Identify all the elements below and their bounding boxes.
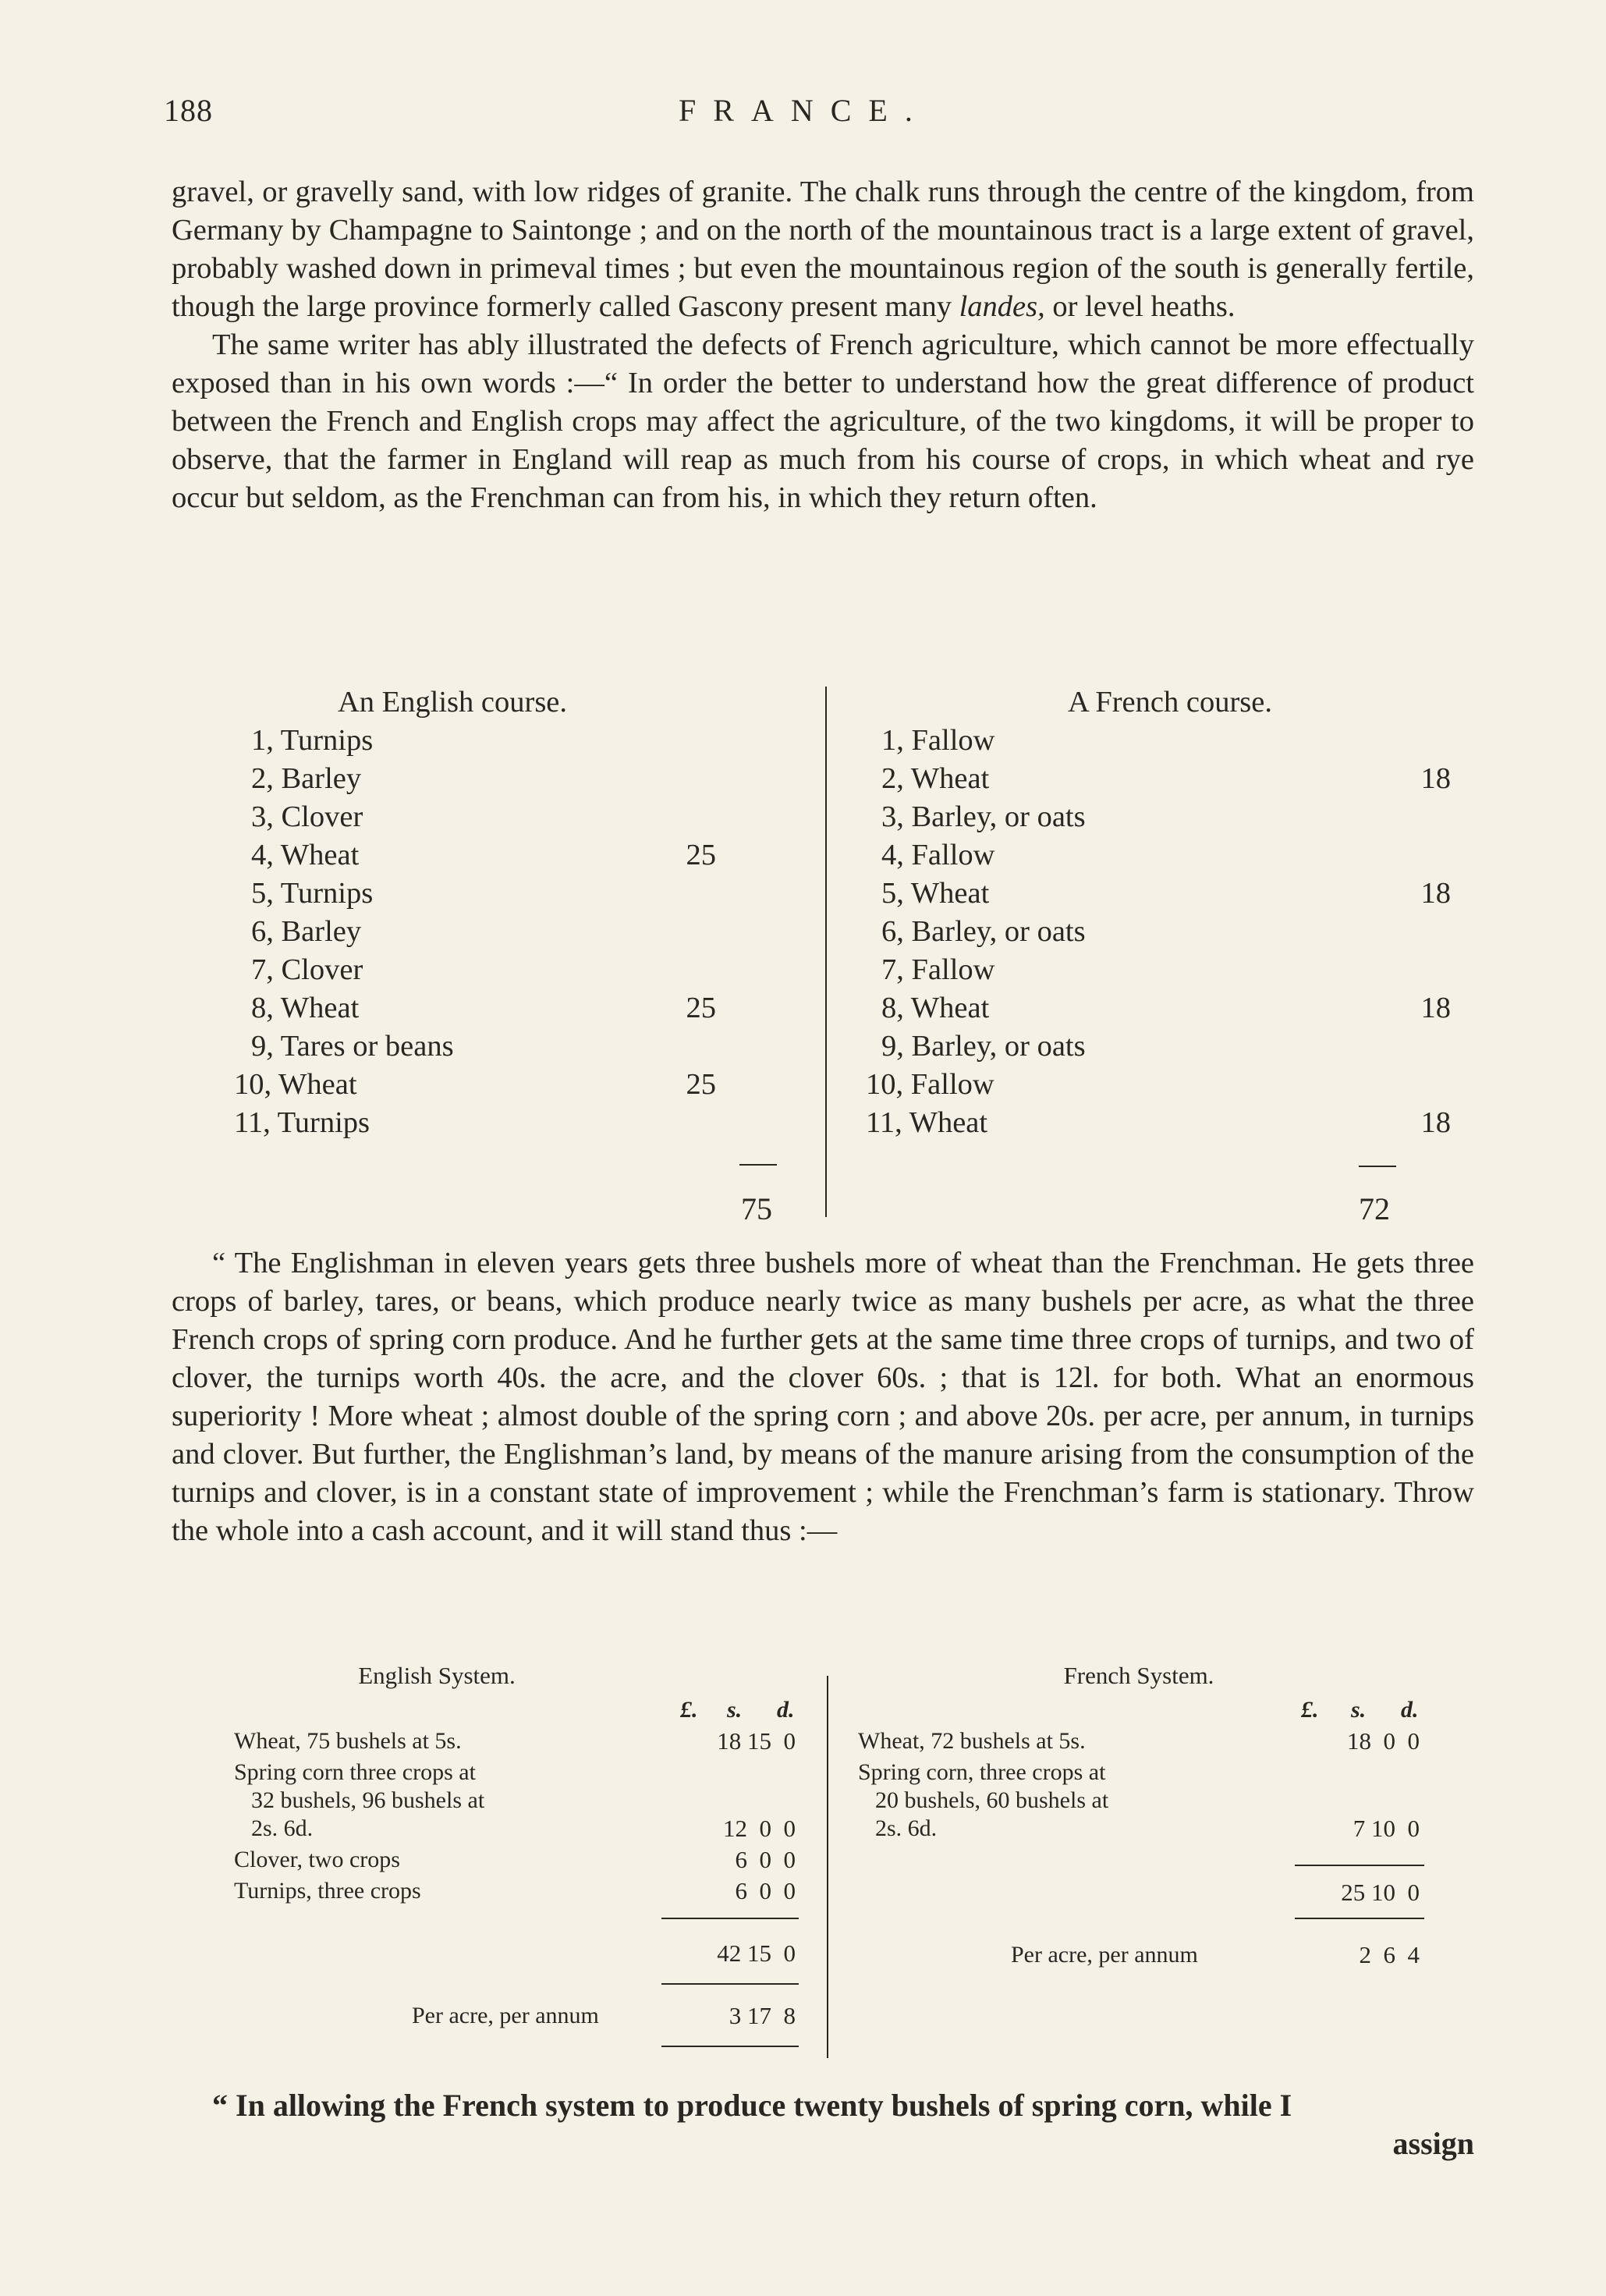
- account-amount: 6 0 0: [735, 1846, 796, 1873]
- account-row: [234, 1727, 462, 1755]
- crop-label: 7, Fallow: [881, 953, 995, 986]
- english-system-account: [234, 1662, 811, 2067]
- list-item: [866, 875, 1474, 913]
- list-item: [866, 722, 1474, 760]
- closing-paragraph: [172, 2086, 1474, 2163]
- list-item: [172, 875, 733, 913]
- sum-rule: [661, 1983, 799, 1985]
- account-item-label: 2s. 6d.: [251, 1815, 314, 1841]
- crop-label: 5, Turnips: [251, 877, 374, 910]
- list-item: [866, 1027, 1474, 1066]
- french-total-rule: [1359, 1166, 1396, 1167]
- list-item: [866, 798, 1474, 836]
- crop-bushels: 25: [686, 839, 716, 871]
- paragraph-text: gravel, or gravelly sand, with low ridges of granite. The chalk runs through the centre of the kingdom, from Germany by Champagne to Saintonge ; and on the north of the mountainous tract is a large extent of gravel, probably washed down in primeval times ; but even the mountainous region of the south is generally fertile, though the large province formerly called Gascony present many: [172, 176, 1474, 323]
- account-item-label: Clover, two crops: [234, 1847, 400, 1872]
- list-item: [866, 1104, 1474, 1142]
- list-item: [172, 760, 733, 798]
- account-item-label: 2s. 6d.: [875, 1815, 938, 1841]
- crop-label: 2, Barley: [251, 762, 362, 795]
- english-course-list: [172, 722, 733, 1142]
- comparison-paragraph: [172, 1244, 1474, 1550]
- crop-label: 4, Fallow: [881, 839, 995, 871]
- list-item: [172, 1104, 733, 1142]
- crop-bushels: 18: [1420, 1106, 1451, 1139]
- account-item-label: Turnips, three crops: [234, 1878, 421, 1904]
- account-item-label: Spring corn, three crops at: [858, 1759, 1106, 1785]
- account-item-label: 20 bushels, 60 bushels at: [875, 1787, 1109, 1813]
- crop-label: 8, Wheat: [251, 992, 360, 1024]
- crop-label: 11, Turnips: [234, 1106, 370, 1139]
- per-acre-value: 3 17 8: [729, 2002, 796, 2029]
- account-amount: 7 10 0: [1353, 1815, 1420, 1842]
- sum-rule: [1295, 1865, 1424, 1866]
- account-total: 42 15 0: [717, 1939, 796, 1967]
- crop-label: 11, Wheat: [866, 1106, 988, 1139]
- english-total-rule: [739, 1164, 777, 1166]
- page-number: 188: [164, 93, 213, 128]
- crop-label: 6, Barley, or oats: [881, 915, 1086, 948]
- account-row: [858, 1758, 1108, 1843]
- list-item: [866, 951, 1474, 989]
- english-course: [172, 683, 733, 1142]
- sum-rule: [661, 1918, 799, 1919]
- money-head-pounds: £.: [680, 1697, 698, 1723]
- list-item: [172, 798, 733, 836]
- account-amount: 6 0 0: [735, 1877, 796, 1904]
- account-row: [234, 1758, 484, 1843]
- account-amount: 18 15 0: [717, 1727, 796, 1755]
- crop-label: 2, Wheat: [881, 762, 990, 795]
- opening-paragraphs: [172, 173, 1474, 517]
- crop-bushels: 18: [1420, 992, 1451, 1024]
- running-title: FRANCE.: [679, 93, 930, 128]
- crop-label: 5, Wheat: [881, 877, 990, 910]
- crop-bushels: 25: [686, 1068, 716, 1101]
- list-item: [172, 913, 733, 951]
- closing-line: “ In allowing the French system to produce twenty bushels of spring corn, while I: [212, 2088, 1292, 2123]
- paragraph-text: or level heaths.: [1052, 290, 1236, 323]
- course-divider: [825, 687, 827, 1217]
- crop-label: 1, Fallow: [881, 724, 995, 757]
- money-head-pounds: £.: [1301, 1697, 1319, 1723]
- crop-label: 10, Wheat: [234, 1068, 357, 1101]
- french-course-total: 72: [1359, 1191, 1390, 1226]
- french-course: [866, 683, 1474, 1142]
- list-item: [866, 836, 1474, 875]
- list-item: [866, 1066, 1474, 1104]
- money-head-shillings: s.: [1351, 1697, 1367, 1723]
- paragraph-defects: The same writer has ably illustrated the defects of French agriculture, which cannot be more effectually exposed than in his own words :—“ In order the better to understand how the great difference of product between the French and English crops may affect the agriculture, of the two kingdoms, it will be proper to observe, that the farmer in England will reap as much from his course of crops, in which wheat and rye occur but seldom, as the Frenchman can from his, in which they return often.: [172, 328, 1474, 514]
- french-course-list: [866, 722, 1474, 1142]
- crop-bushels: 18: [1420, 762, 1451, 795]
- crop-label: 9, Barley, or oats: [881, 1030, 1086, 1063]
- account-row: [234, 1877, 421, 1905]
- account-amount: 12 0 0: [723, 1815, 796, 1842]
- list-item: [172, 1066, 733, 1104]
- crop-label: 9, Tares or beans: [251, 1030, 454, 1063]
- list-item: [172, 836, 733, 875]
- crop-bushels: 25: [686, 992, 716, 1024]
- money-head-shillings: s.: [727, 1697, 743, 1723]
- list-item: [866, 760, 1474, 798]
- account-row: [858, 1727, 1086, 1755]
- list-item: [172, 951, 733, 989]
- crop-label: 1, Turnips: [251, 724, 374, 757]
- catchword: assign: [1392, 2126, 1474, 2161]
- crop-bushels: 18: [1420, 877, 1451, 910]
- account-row: [234, 1846, 400, 1874]
- paragraph-gravel: [172, 173, 1474, 326]
- list-item: [866, 913, 1474, 951]
- italic-term: landes,: [959, 290, 1045, 323]
- per-acre-label: Per acre, per annum: [1011, 1942, 1198, 1968]
- account-amount: 18 0 0: [1347, 1727, 1420, 1755]
- crop-label: 8, Wheat: [881, 992, 990, 1024]
- list-item: [866, 989, 1474, 1027]
- list-item: [172, 989, 733, 1027]
- english-system-title: English System.: [358, 1662, 516, 1689]
- english-course-title: An English course.: [337, 686, 568, 719]
- sum-rule: [661, 2046, 799, 2047]
- account-total: 25 10 0: [1341, 1879, 1420, 1906]
- crop-label: 7, Clover: [251, 953, 363, 986]
- french-course-title: A French course.: [1068, 686, 1272, 719]
- french-system-title: French System.: [1063, 1662, 1214, 1689]
- account-item-label: 32 bushels, 96 bushels at: [251, 1787, 485, 1813]
- money-head-pence: d.: [1401, 1697, 1419, 1723]
- english-course-total: 75: [741, 1191, 772, 1226]
- crop-label: 4, Wheat: [251, 839, 360, 871]
- account-item-label: Spring corn three crops at: [234, 1759, 476, 1785]
- paragraph-englishman: “ The Englishman in eleven years gets three bushels more of wheat than the Frenchman. He gets three crops of barley, tares, or beans, which produce nearly twice as many bushels per acre, as what the three French crops of spring corn produce. And he further gets at the same time three crops of turnips, and two of clover, the turnips worth 40s. the acre, and the clover 60s. ; that is 12l. for both. What an enormous superiority ! More wheat ; almost double of the spring corn ; and above 20s. per acre, per annum, in turnips and clover. But further, the Englishman’s land, by means of the manure arising from the consumption of the turnips and clover, is in a constant state of improvement ; while the Frenchman’s farm is stationary. Throw the whole into a cash account, and it will stand thus :—: [172, 1247, 1474, 1547]
- list-item: [172, 722, 733, 760]
- list-item: [172, 1027, 733, 1066]
- crop-label: 6, Barley: [251, 915, 362, 948]
- sum-rule: [1295, 1918, 1424, 1919]
- crop-label: 3, Barley, or oats: [881, 800, 1086, 833]
- crop-label: 3, Clover: [251, 800, 363, 833]
- per-acre-label: Per acre, per annum: [412, 2003, 599, 2028]
- account-divider: [827, 1676, 828, 2058]
- account-item-label: Wheat, 75 bushels at 5s.: [234, 1728, 462, 1754]
- account-item-label: Wheat, 72 bushels at 5s.: [858, 1728, 1086, 1754]
- money-head-pence: d.: [777, 1697, 795, 1723]
- french-system-account: [858, 1662, 1451, 1974]
- per-acre-value: 2 6 4: [1359, 1941, 1420, 1968]
- crop-label: 10, Fallow: [866, 1068, 994, 1101]
